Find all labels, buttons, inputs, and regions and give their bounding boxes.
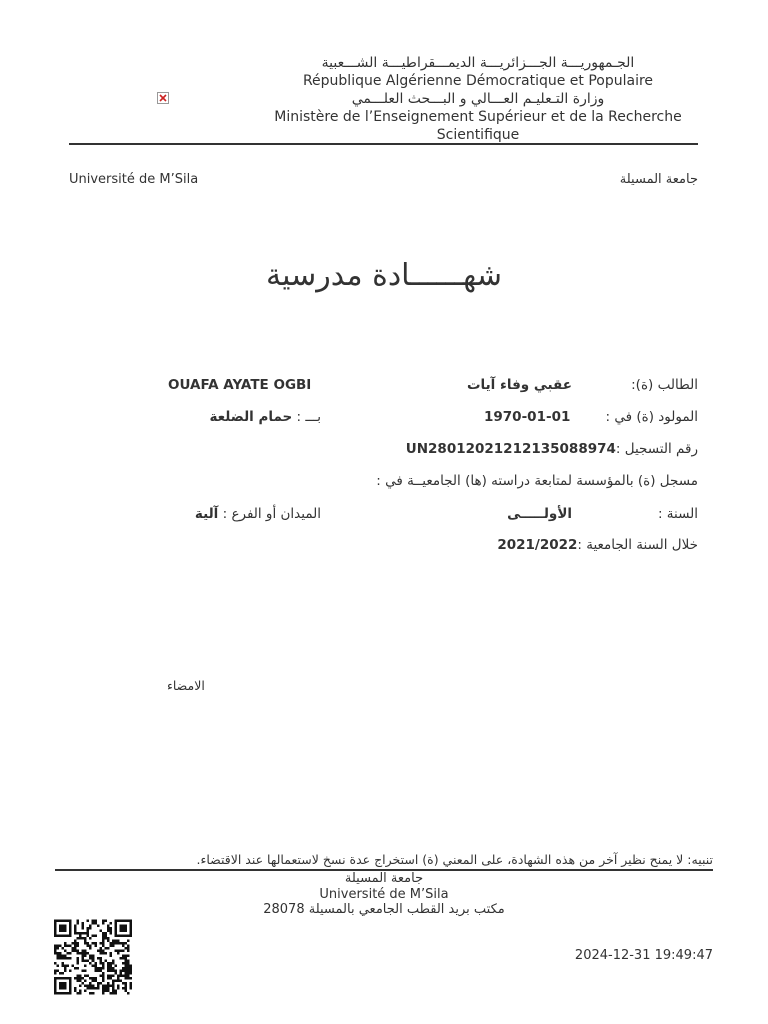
field-row [195,506,321,522]
print-timestamp: 2024-12-31 19:49:47 [574,948,713,963]
header-ministry-fr-cont: Scientifique [436,127,520,143]
qr-code [54,919,132,995]
student-name-ar: عقبي وفاء آيات [466,377,572,393]
academic-year-row [497,537,698,553]
university-name-ar: جامعة المسيلة [619,172,698,187]
header-republic-ar: الجـمهوريـــة الجـــزائريـــة الديمـــقراطيـــة الشـــعبية [321,55,635,71]
birth-place-row [209,409,321,425]
birth-place: حمام الضلعة [209,409,293,425]
birth-date: 1970-01-01 [484,409,571,425]
registration-number: UN28012021212135088974 [405,441,616,457]
year-value: الأولـــــى [507,506,572,522]
student-name-fr: OUAFA AYATE OGBI [168,377,312,393]
footer-address-ar: مكتب بريد القطب الجامعي بالمسيلة 28078 [263,902,505,917]
registration-row [406,441,698,457]
student-label: الطالب (ة): [631,377,698,393]
document-footer [0,871,768,918]
birth-place-label: بـــ : [296,409,321,425]
broken-image-icon [157,92,169,104]
registration-label: رقم التسجيل : [615,441,698,457]
birth-label: المولود (ة) في : [605,409,698,425]
signature-label: الامضاء [167,678,205,693]
notice-text: تنبيه: لا يمنح نظير آخر من هذه الشهادة، على المعني (ة) استخراج عدة نسخ لاستعمالها عند الاقتضاء. [196,852,713,867]
academic-year: 2021/2022 [497,537,578,553]
university-name-fr: Université de M’Sila [69,172,199,187]
field-label: الميدان أو الفرع : [222,506,321,522]
footer-university-ar: جامعة المسيلة [344,871,424,886]
header-republic-fr: République Algérienne Démocratique et Populaire [302,73,654,89]
field-value: آلية [194,506,219,522]
enrollment-text: مسجل (ة) بالمؤسسة لمتابعة دراسته (ها) الجامعيــة في : [376,473,698,489]
academic-year-label: خلال السنة الجامعية : [577,537,698,553]
certificate-title: شهــــــادة مدرسية [265,258,503,293]
header-ministry-ar: وزارة التـعليـم العـــالي و البـــحث العلـــمي [351,91,605,107]
year-label: السنة : [657,506,698,522]
header-ministry-fr: Ministère de l’Enseignement Supérieur et de la Recherche [274,109,682,125]
header-divider [69,143,698,145]
footer-university-fr: Université de M’Sila [319,886,449,902]
document-header [270,54,686,144]
